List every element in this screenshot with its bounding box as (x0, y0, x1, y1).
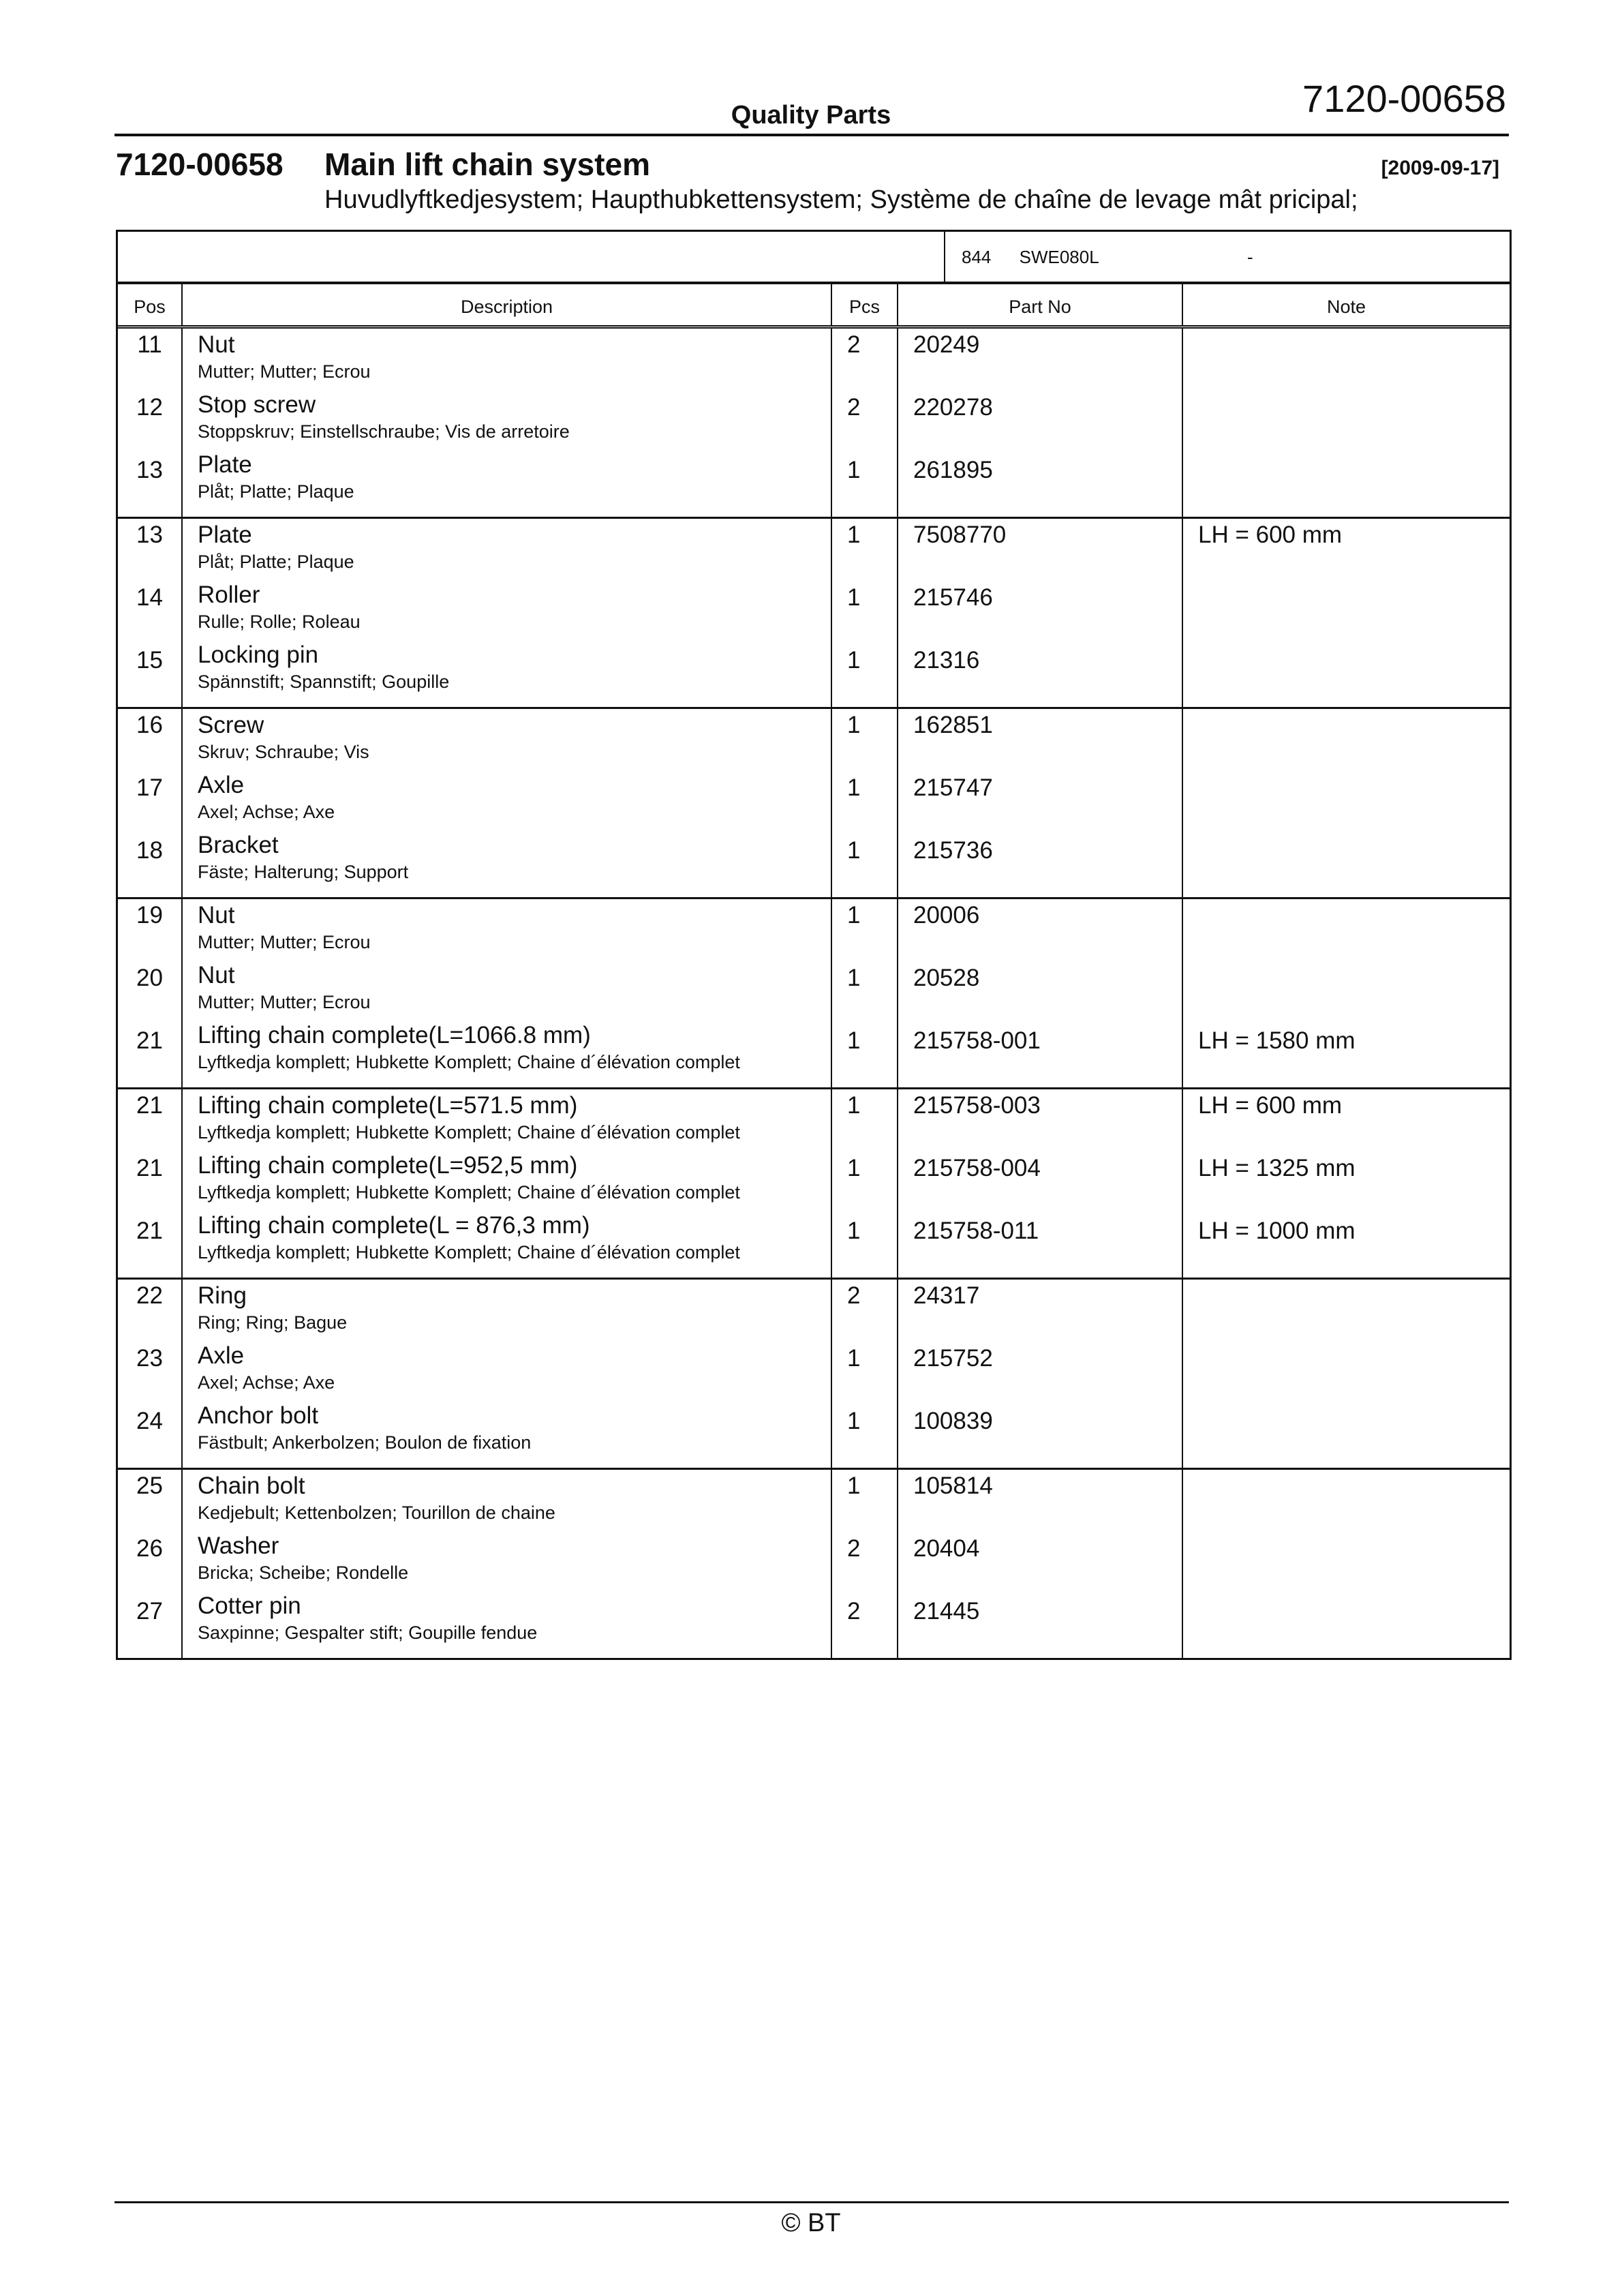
part-no-cell (898, 1470, 1183, 1658)
item-note (1183, 834, 1510, 897)
column-header-pcs: Pcs (832, 284, 898, 325)
table-row-group (118, 1280, 1510, 1470)
item-part-number: 162851 (913, 712, 993, 738)
parts-table (116, 282, 1512, 1660)
item-part-number: 215758-004 (913, 1155, 1041, 1181)
pos-cell (118, 1089, 183, 1278)
item-description (183, 959, 831, 1019)
item-pos: 27 (136, 1598, 163, 1625)
item-quantity: 1 (847, 1027, 861, 1054)
part-no-cell (898, 1280, 1183, 1468)
item-description (183, 1149, 831, 1209)
item-part-number: 261895 (913, 457, 993, 483)
item-translations: Bricka; Scheibe; Rondelle (198, 1562, 409, 1583)
item-pos: 22 (136, 1282, 163, 1309)
item-pos: 25 (136, 1472, 163, 1499)
item-note (1183, 1595, 1510, 1658)
note-cell (1183, 899, 1510, 1087)
table-body (118, 329, 1510, 1658)
item-translations: Kedjebult; Kettenbolzen; Tourillon de chaine (198, 1502, 555, 1523)
item-translations: Saxpinne; Gespalter stift; Goupille fendue (198, 1622, 538, 1643)
note-cell (1183, 709, 1510, 897)
column-header-note: Note (1326, 297, 1366, 317)
model-range: - (1246, 247, 1253, 267)
item-name: Anchor bolt (198, 1402, 319, 1429)
pcs-cell (832, 1470, 898, 1658)
item-quantity: 1 (847, 774, 861, 801)
item-translations: Axel; Achse; Axe (198, 1372, 335, 1393)
item-description (183, 329, 831, 389)
pos-cell (118, 519, 183, 707)
table-row-group (118, 329, 1510, 519)
item-translations: Lyftkedja komplett; Hubkette Komplett; Chaine d´élévation complet (198, 1052, 740, 1072)
item-name: Locking pin (198, 641, 319, 668)
item-description (183, 769, 831, 829)
item-translations: Ring; Ring; Bague (198, 1312, 348, 1333)
item-pos: 21 (136, 1027, 163, 1054)
note-cell (1183, 1089, 1510, 1278)
item-note (1183, 1470, 1510, 1532)
item-part-number: 20006 (913, 902, 980, 928)
pcs-cell (832, 1280, 898, 1468)
description-cell (183, 519, 832, 707)
item-translations: Spännstift; Spannstift; Goupille (198, 671, 450, 692)
column-header-part-no: Part No (898, 284, 1183, 325)
item-quantity: 1 (847, 647, 861, 674)
item-part-number: 20528 (913, 965, 980, 991)
note-cell (1183, 1280, 1510, 1468)
description-cell (183, 709, 832, 897)
item-quantity: 1 (847, 1472, 861, 1499)
pos-cell (118, 899, 183, 1087)
assembly-number: 7120-00658 (116, 147, 284, 182)
item-translations: Stoppskruv; Einstellschraube; Vis de arretoire (198, 421, 570, 442)
item-note (1183, 962, 1510, 1025)
table-row-group (118, 1089, 1510, 1280)
item-translations: Lyftkedja komplett; Hubkette Komplett; Chaine d´élévation complet (198, 1182, 740, 1203)
item-pos: 23 (136, 1345, 163, 1372)
item-translations: Skruv; Schraube; Vis (198, 742, 369, 762)
item-quantity: 1 (847, 457, 861, 483)
item-part-number: 215752 (913, 1345, 993, 1372)
note-cell (1183, 519, 1510, 707)
item-quantity: 1 (847, 522, 861, 548)
item-name: Axle (198, 1342, 245, 1369)
item-name: Plate (198, 522, 252, 548)
item-quantity: 2 (847, 331, 861, 358)
item-name: Lifting chain complete(L=1066.8 mm) (198, 1022, 591, 1048)
item-note (1183, 644, 1510, 707)
item-note (1183, 899, 1510, 962)
item-description (183, 1089, 831, 1149)
pcs-cell (832, 899, 898, 1087)
item-description (183, 1400, 831, 1460)
item-part-number: 105814 (913, 1472, 993, 1499)
pos-cell (118, 709, 183, 897)
item-name: Lifting chain complete(L = 876,3 mm) (198, 1212, 590, 1239)
item-part-number: 215758-011 (913, 1218, 1039, 1244)
pcs-cell (832, 709, 898, 897)
item-description (183, 449, 831, 509)
item-part-number: 24317 (913, 1282, 980, 1309)
description-cell (183, 1280, 832, 1468)
item-note: LH = 1325 mm (1198, 1155, 1356, 1181)
item-quantity: 2 (847, 1598, 861, 1625)
item-description (183, 519, 831, 579)
item-pos: 21 (136, 1218, 163, 1244)
model-code: 844 (962, 247, 992, 267)
item-translations: Lyftkedja komplett; Hubkette Komplett; Chaine d´élévation complet (198, 1122, 740, 1143)
item-description (183, 899, 831, 959)
item-part-number: 20249 (913, 331, 980, 358)
part-no-cell (898, 329, 1183, 517)
item-name: Stop screw (198, 391, 316, 418)
item-name: Lifting chain complete(L=952,5 mm) (198, 1152, 578, 1179)
item-pos: 21 (136, 1092, 163, 1119)
column-header-pos: Pos (118, 284, 183, 325)
item-quantity: 1 (847, 584, 861, 611)
item-translations: Lyftkedja komplett; Hubkette Komplett; Chaine d´élévation complet (198, 1242, 740, 1263)
item-part-number: 215746 (913, 584, 993, 611)
item-note (1183, 391, 1510, 454)
document-number: 7120-00658 (1302, 77, 1506, 120)
item-name: Chain bolt (198, 1472, 305, 1499)
item-part-number: 100839 (913, 1408, 993, 1434)
item-translations: Fäste; Halterung; Support (198, 862, 409, 882)
item-description (183, 579, 831, 639)
footer-divider (114, 2201, 1509, 2203)
item-note (1183, 1532, 1510, 1595)
item-name: Roller (198, 581, 260, 608)
item-description (183, 1019, 831, 1079)
pcs-cell (832, 329, 898, 517)
item-translations: Mutter; Mutter; Ecrou (198, 992, 371, 1012)
item-part-number: 220278 (913, 394, 993, 421)
item-pos: 12 (136, 394, 163, 421)
item-quantity: 1 (847, 1408, 861, 1434)
description-cell (183, 1089, 832, 1278)
item-description (183, 1280, 831, 1340)
pos-cell (118, 329, 183, 517)
item-quantity: 1 (847, 837, 861, 864)
item-note (1183, 1342, 1510, 1405)
item-part-number: 215758-003 (913, 1092, 1041, 1119)
item-name: Plate (198, 451, 252, 478)
item-pos: 11 (137, 331, 162, 358)
note-cell (1183, 329, 1510, 517)
revision-date: [2009-09-17] (1381, 157, 1499, 179)
item-note (1183, 709, 1510, 772)
item-name: Lifting chain complete(L=571.5 mm) (198, 1092, 578, 1119)
item-description (183, 1530, 831, 1590)
item-note: LH = 1580 mm (1198, 1027, 1356, 1054)
item-quantity: 2 (847, 1282, 861, 1309)
item-part-number: 215758-001 (913, 1027, 1041, 1054)
item-translations: Mutter; Mutter; Ecrou (198, 932, 371, 952)
copyright: © BT (781, 2209, 841, 2237)
description-cell (183, 329, 832, 517)
item-description (183, 829, 831, 889)
part-no-cell (898, 899, 1183, 1087)
item-pos: 13 (136, 457, 163, 483)
part-no-cell (898, 709, 1183, 897)
part-no-cell (898, 519, 1183, 707)
item-name: Axle (198, 772, 245, 798)
title-translations: Huvudlyftkedjesystem; Haupthubkettensystem; Système de chaîne de levage mât pricipal; (324, 185, 1358, 214)
item-note (1183, 329, 1510, 391)
item-quantity: 1 (847, 712, 861, 738)
item-name: Washer (198, 1532, 279, 1559)
table-row-group (118, 899, 1510, 1089)
item-pos: 21 (136, 1155, 163, 1181)
item-pos: 24 (136, 1408, 163, 1434)
pos-cell (118, 1470, 183, 1658)
item-pos: 19 (136, 902, 163, 928)
item-translations: Rulle; Rolle; Roleau (198, 611, 361, 632)
item-description (183, 639, 831, 699)
item-quantity: 1 (847, 1218, 861, 1244)
item-description (183, 1340, 831, 1400)
header-divider (114, 134, 1509, 136)
item-description (183, 389, 831, 449)
item-name: Ring (198, 1282, 247, 1309)
item-quantity: 1 (847, 1092, 861, 1119)
table-row-group (118, 709, 1510, 899)
item-pos: 16 (136, 712, 163, 738)
part-no-cell (898, 1089, 1183, 1278)
item-note (1183, 581, 1510, 644)
column-header-description: Description (183, 284, 832, 325)
item-note (1183, 454, 1510, 517)
item-pos: 14 (136, 584, 163, 611)
item-part-number: 215747 (913, 774, 993, 801)
item-name: Nut (198, 962, 235, 988)
item-note (1183, 1405, 1510, 1468)
item-pos: 15 (136, 647, 163, 674)
item-quantity: 1 (847, 1345, 861, 1372)
item-name: Nut (198, 331, 235, 358)
item-note: LH = 600 mm (1198, 1092, 1343, 1119)
item-name: Cotter pin (198, 1592, 301, 1619)
item-quantity: 1 (847, 902, 861, 928)
description-cell (183, 1470, 832, 1658)
item-quantity: 1 (847, 1155, 861, 1181)
item-pos: 17 (136, 774, 163, 801)
item-note: LH = 1000 mm (1198, 1218, 1356, 1244)
item-part-number: 215736 (913, 837, 993, 864)
model-info (962, 247, 1276, 268)
note-cell (1183, 1470, 1510, 1658)
brand-title: Quality Parts (731, 101, 891, 130)
item-quantity: 1 (847, 965, 861, 991)
item-description (183, 709, 831, 769)
table-row-group (118, 519, 1510, 709)
item-name: Nut (198, 902, 235, 928)
model-box (116, 230, 1512, 284)
item-pos: 20 (136, 965, 163, 991)
item-description (183, 1209, 831, 1269)
table-row-group (118, 1470, 1510, 1658)
item-part-number: 21316 (913, 647, 980, 674)
item-quantity: 2 (847, 394, 861, 421)
item-pos: 18 (136, 837, 163, 864)
item-name: Screw (198, 712, 264, 738)
item-description (183, 1470, 831, 1530)
item-note (1183, 772, 1510, 834)
item-pos: 13 (136, 522, 163, 548)
pcs-cell (832, 519, 898, 707)
table-header (118, 284, 1510, 329)
item-part-number: 20404 (913, 1535, 980, 1562)
item-note (1183, 1280, 1510, 1342)
item-name: Bracket (198, 832, 279, 858)
item-translations: Plåt; Platte; Plaque (198, 481, 354, 502)
item-translations: Fästbult; Ankerbolzen; Boulon de fixation (198, 1432, 532, 1453)
item-description (183, 1590, 831, 1650)
item-translations: Plåt; Platte; Plaque (198, 552, 354, 572)
item-pos: 26 (136, 1535, 163, 1562)
item-quantity: 2 (847, 1535, 861, 1562)
pos-cell (118, 1280, 183, 1468)
page-title: Main lift chain system (324, 147, 651, 182)
description-cell (183, 899, 832, 1087)
item-note: LH = 600 mm (1198, 522, 1343, 548)
item-translations: Axel; Achse; Axe (198, 802, 335, 822)
item-translations: Mutter; Mutter; Ecrou (198, 361, 371, 382)
pcs-cell (832, 1089, 898, 1278)
model-divider (944, 232, 945, 284)
model-name: SWE080L (1019, 247, 1099, 267)
item-part-number: 7508770 (913, 522, 1007, 548)
item-part-number: 21445 (913, 1598, 980, 1625)
